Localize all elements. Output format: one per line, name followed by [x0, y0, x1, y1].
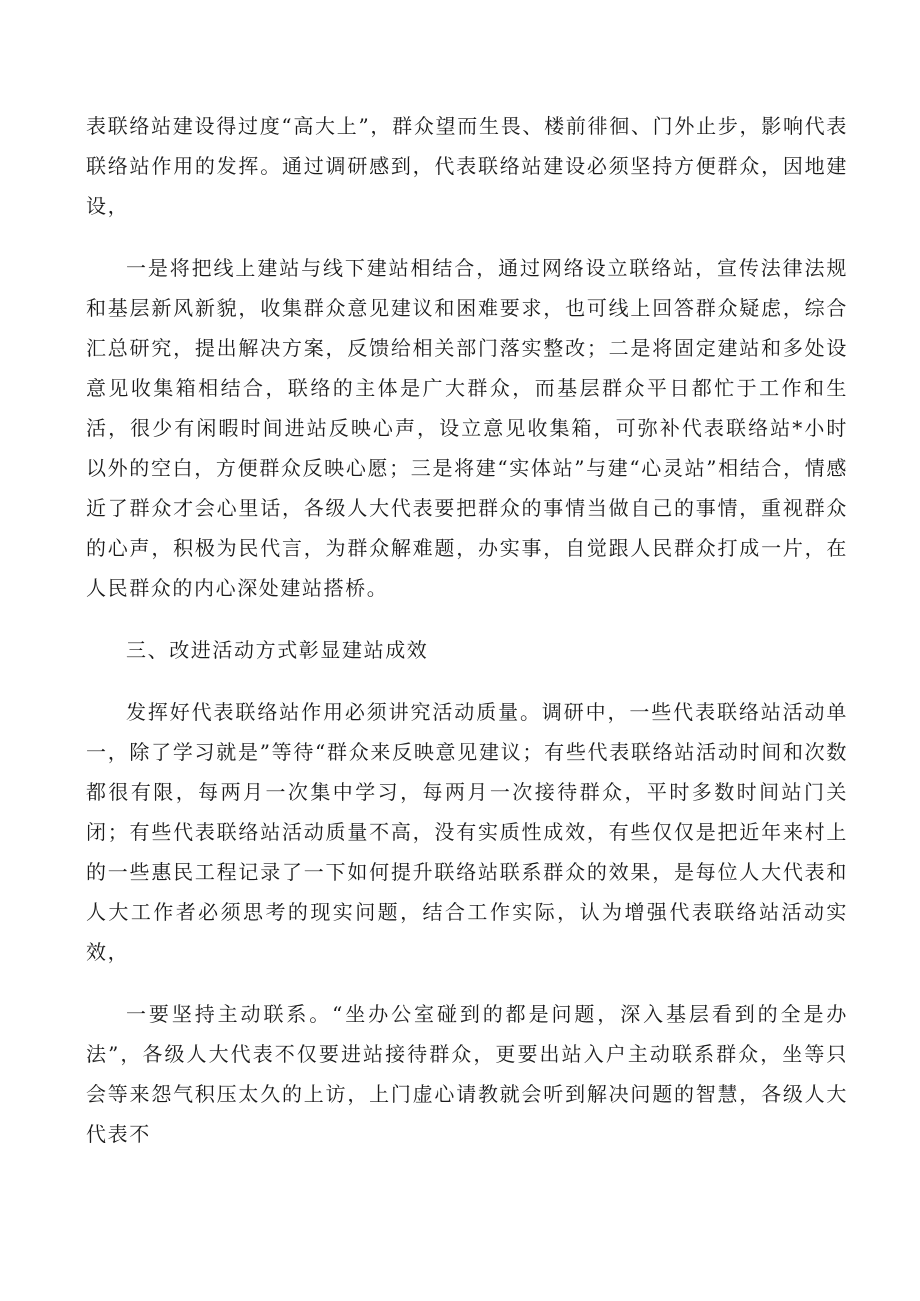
paragraph-active-contact: 一要坚持主动联系。“坐办公室碰到的都是问题，深入基层看到的全是办法”，各级人大代表不仅要进站接待群众，更要出站入户主动联系群众，坐等只会等来怨气积压太久的上访，上门虚心请教就会听到解决问题的智慧，各级人大代表不 — [86, 1002, 848, 1146]
paragraph-continued: 表联络站建设得过度“高大上”，群众望而生畏、楼前徘徊、门外止步，影响代表联络站作用的发挥。通过调研感到，代表联络站建设必须坚持方便群众，因地建设， — [86, 114, 848, 218]
section-heading: 三、改进活动方式彰显建站成效 — [126, 638, 429, 662]
document-body — [86, 106, 848, 1176]
paragraph-activity-quality: 发挥好代表联络站作用必须讲究活动质量。调研中，一些代表联络站活动单一，除了学习就是”等待“群众来反映意见建议；有些代表联络站活动时间和次数都很有限，每两月一次集中学习，每两月一次接待群众，平时多数时间站门关闭；有些代表联络站活动质量不高，没有实质性成效，有些仅仅是把近年来村上的一些惠民工程记录了一下如何提升联络站联系群众的效果，是每位人大代表和人大工作者必须思考的现实问题，结合工作实际，认为增强代表联络站活动实效， — [86, 700, 848, 964]
paragraph-measures: 一是将把线上建站与线下建站相结合，通过网络设立联络站，宣传法律法规和基层新风新貌，收集群众意见建议和困难要求，也可线上回答群众疑虑，综合汇总研究，提出解决方案，反馈给相关部门落实整改；二是将固定建站和多处设意见收集箱相结合，联络的主体是广大群众，而基层群众平日都忙于工作和生活，很少有闲暇时间进站反映心声，设立意见收集箱，可弥补代表联络站*小时以外的空白，方便群众反映心愿；三是将建“实体站”与建“心灵站”相结合，情感近了群众才会心里话，各级人大代表要把群众的事情当做自己的事情，重视群众的心声，积极为民代言，为群众解难题，办实事，自觉跟人民群众打成一片，在人民群众的内心深处建站搭桥。 — [86, 256, 848, 600]
